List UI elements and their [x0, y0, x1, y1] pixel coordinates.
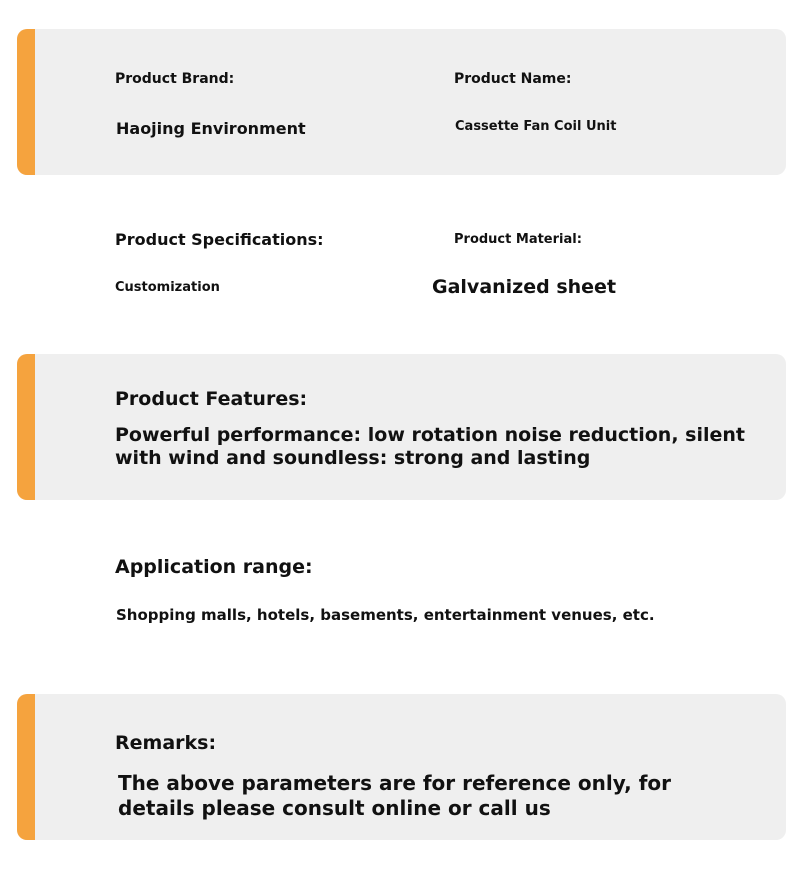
product-brand-label: Product Brand: — [115, 71, 235, 87]
brand-name-panel — [17, 29, 786, 175]
product-name-value: Cassette Fan Coil Unit — [455, 119, 617, 134]
product-brand-value: Haojing Environment — [116, 119, 306, 138]
remarks-value: The above parameters are for reference only, for details please consult online or call us — [118, 771, 672, 820]
application-range-label: Application range: — [115, 556, 313, 578]
product-material-value: Galvanized sheet — [432, 276, 617, 298]
accent-bar — [17, 694, 35, 840]
product-specifications-value: Customization — [115, 280, 220, 295]
accent-bar — [17, 354, 35, 500]
product-specifications-label: Product Specifications: — [115, 230, 324, 249]
product-features-label: Product Features: — [115, 388, 308, 410]
remarks-label: Remarks: — [115, 732, 217, 754]
product-features-value: Powerful performance: low rotation noise reduction, silent with wind and soundless: strong and lasting — [115, 424, 745, 469]
product-name-label: Product Name: — [454, 71, 572, 87]
accent-bar — [17, 29, 35, 175]
application-range-value: Shopping malls, hotels, basements, entertainment venues, etc. — [116, 606, 655, 624]
product-material-label: Product Material: — [454, 232, 582, 247]
